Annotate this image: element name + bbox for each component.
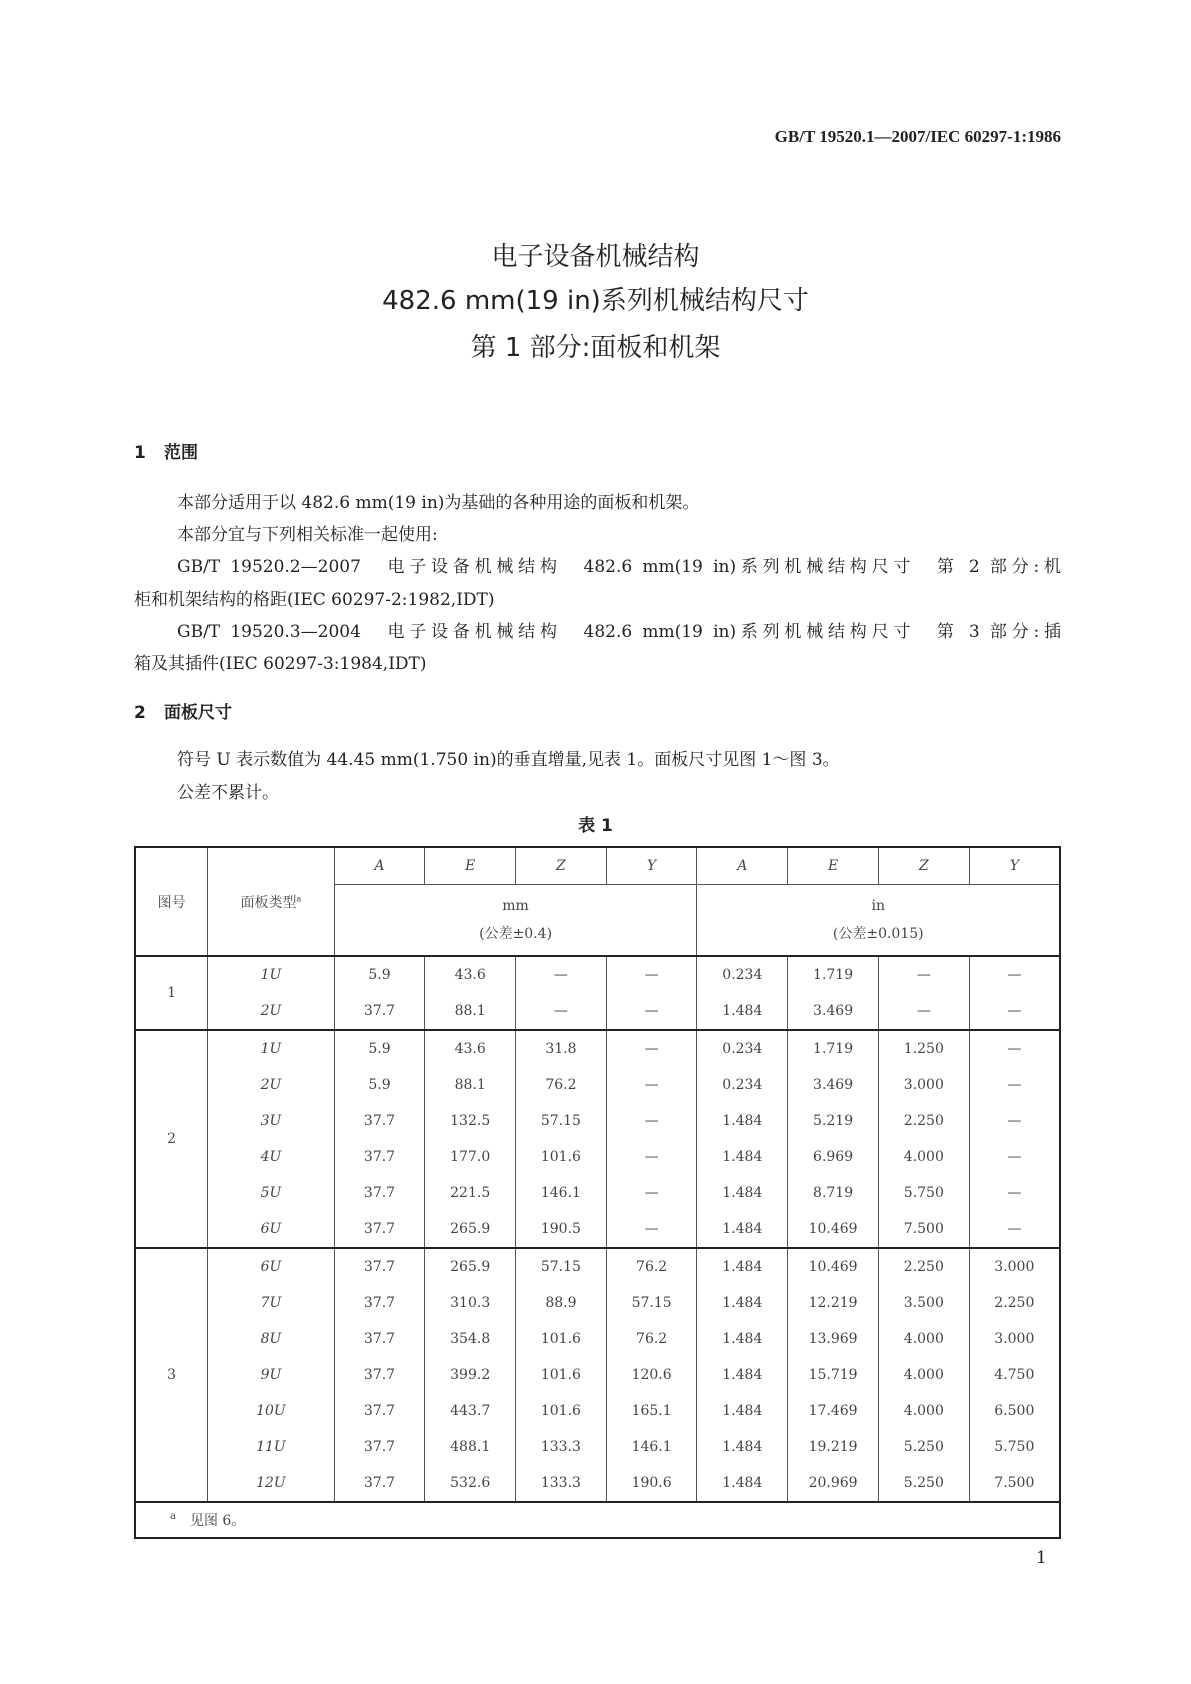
- value-cell: 0.234: [697, 1030, 788, 1067]
- value-cell: 7.500: [969, 1465, 1060, 1502]
- panel-type-label: 7U: [260, 1295, 282, 1311]
- value-cell: 1.484: [697, 1465, 788, 1502]
- header-panel-type: [208, 847, 334, 956]
- value-cell: 354.8: [425, 1321, 516, 1357]
- figure-number: 3: [135, 1248, 208, 1502]
- dim-label: A: [374, 858, 385, 874]
- header-dim-a: [697, 847, 788, 885]
- value-cell: —: [606, 956, 697, 993]
- value-cell: 399.2: [425, 1357, 516, 1393]
- section-title: 面板尺寸: [164, 703, 232, 723]
- value-cell: 101.6: [516, 1139, 607, 1175]
- value-cell: 5.9: [334, 1067, 425, 1103]
- panel-type-cell: [208, 1357, 334, 1393]
- value-cell: —: [969, 1067, 1060, 1103]
- value-cell: 120.6: [606, 1357, 697, 1393]
- value-cell: 76.2: [606, 1248, 697, 1285]
- value-cell: —: [969, 1030, 1060, 1067]
- dim-label: Z: [918, 858, 929, 874]
- value-cell: 133.3: [516, 1429, 607, 1465]
- value-cell: 5.250: [878, 1429, 969, 1465]
- value-cell: 1.484: [697, 1285, 788, 1321]
- value-cell: 310.3: [425, 1285, 516, 1321]
- value-cell: 177.0: [425, 1139, 516, 1175]
- value-cell: 101.6: [516, 1321, 607, 1357]
- panel-type-label: 9U: [260, 1367, 282, 1383]
- value-cell: —: [878, 956, 969, 993]
- panel-type-cell: [208, 1175, 334, 1211]
- value-cell: 4.750: [969, 1357, 1060, 1393]
- value-cell: 2.250: [878, 1103, 969, 1139]
- value-cell: 5.219: [788, 1103, 879, 1139]
- table-row: [135, 1285, 1060, 1321]
- value-cell: 10.469: [788, 1211, 879, 1248]
- value-cell: 88.1: [425, 1067, 516, 1103]
- panel-type-label: 12U: [256, 1475, 286, 1491]
- panel-type-label: 2U: [260, 1077, 282, 1093]
- figure-number: 1: [135, 956, 208, 1030]
- dim-label: A: [737, 858, 748, 874]
- tolerance-mm: (公差±0.4): [479, 926, 553, 942]
- table-row: [135, 1465, 1060, 1502]
- value-cell: 4.000: [878, 1357, 969, 1393]
- value-cell: 37.7: [334, 1103, 425, 1139]
- value-cell: 165.1: [606, 1393, 697, 1429]
- header-panel-type-label: 面板类型: [240, 894, 297, 911]
- value-cell: 37.7: [334, 1139, 425, 1175]
- value-cell: —: [969, 1103, 1060, 1139]
- value-cell: —: [606, 1103, 697, 1139]
- panel-type-label: 6U: [260, 1221, 282, 1237]
- header-unit-mm: [334, 885, 697, 957]
- value-cell: —: [606, 1175, 697, 1211]
- value-cell: 76.2: [516, 1067, 607, 1103]
- value-cell: 190.5: [516, 1211, 607, 1248]
- value-cell: 7.500: [878, 1211, 969, 1248]
- tolerance-in: (公差±0.015): [832, 926, 924, 942]
- value-cell: 3.000: [969, 1321, 1060, 1357]
- value-cell: 37.7: [334, 1248, 425, 1285]
- value-cell: 3.000: [969, 1248, 1060, 1285]
- table-row: [135, 1030, 1060, 1067]
- unit-mm: mm: [502, 898, 529, 914]
- table-row: [135, 1393, 1060, 1429]
- value-cell: 19.219: [788, 1429, 879, 1465]
- paragraph-line: 符号 U 表示数值为 44.45 mm(1.750 in)的垂直增量,见表 1。面板尺寸见图 1～图 3。: [177, 750, 840, 770]
- value-cell: 4.000: [878, 1393, 969, 1429]
- paragraph-line: GB/T 19520.3—2004 电子设备机械结构 482.6 mm(19 in)系列机械结构尺寸 第 3 部分:插: [177, 622, 1061, 642]
- value-cell: 4.000: [878, 1321, 969, 1357]
- panel-type-label: 11U: [256, 1439, 286, 1455]
- value-cell: 1.484: [697, 1393, 788, 1429]
- table-row: [135, 1067, 1060, 1103]
- value-cell: 3.000: [878, 1067, 969, 1103]
- value-cell: 146.1: [606, 1429, 697, 1465]
- header-dim-y: [606, 847, 697, 885]
- header-unit-in: [697, 885, 1060, 957]
- value-cell: —: [878, 993, 969, 1030]
- value-cell: 1.484: [697, 1103, 788, 1139]
- value-cell: 146.1: [516, 1175, 607, 1211]
- panel-type-cell: [208, 956, 334, 993]
- paragraph-line: 公差不累计。: [177, 783, 279, 803]
- table-caption: 表 1: [578, 816, 613, 836]
- paragraph-line: 本部分宜与下列相关标准一起使用:: [177, 525, 438, 545]
- dim-label: Y: [1009, 858, 1019, 874]
- value-cell: 88.1: [425, 993, 516, 1030]
- header-figure: 图号: [135, 847, 208, 956]
- table-row: [135, 1211, 1060, 1248]
- panel-type-cell: [208, 1429, 334, 1465]
- value-cell: 3.469: [788, 1067, 879, 1103]
- panel-type-label: 1U: [260, 1041, 282, 1057]
- value-cell: —: [969, 1175, 1060, 1211]
- value-cell: 37.7: [334, 1175, 425, 1211]
- value-cell: 37.7: [334, 1465, 425, 1502]
- value-cell: 488.1: [425, 1429, 516, 1465]
- footnote-text: 见图 6。: [189, 1513, 246, 1529]
- value-cell: 13.969: [788, 1321, 879, 1357]
- value-cell: 4.000: [878, 1139, 969, 1175]
- table-row: [135, 1357, 1060, 1393]
- panel-type-cell: [208, 1103, 334, 1139]
- value-cell: 17.469: [788, 1393, 879, 1429]
- panel-type-cell: [208, 1211, 334, 1248]
- table-row: [135, 1175, 1060, 1211]
- value-cell: 1.484: [697, 1248, 788, 1285]
- panel-type-label: 3U: [260, 1113, 282, 1129]
- panel-dimensions-table: [134, 846, 1061, 1539]
- value-cell: 43.6: [425, 1030, 516, 1067]
- value-cell: —: [516, 956, 607, 993]
- value-cell: 37.7: [334, 1357, 425, 1393]
- section-2-heading: [134, 698, 232, 723]
- panel-type-label: 1U: [260, 967, 282, 983]
- value-cell: 6.969: [788, 1139, 879, 1175]
- value-cell: 20.969: [788, 1465, 879, 1502]
- value-cell: 5.750: [969, 1429, 1060, 1465]
- header-dim-z: [516, 847, 607, 885]
- panel-type-cell: [208, 1393, 334, 1429]
- value-cell: 3.500: [878, 1285, 969, 1321]
- value-cell: 2.250: [969, 1285, 1060, 1321]
- dim-label: E: [465, 858, 476, 874]
- value-cell: 5.250: [878, 1465, 969, 1502]
- panel-type-cell: [208, 1248, 334, 1285]
- value-cell: 3.469: [788, 993, 879, 1030]
- table-row: [135, 1429, 1060, 1465]
- value-cell: 15.719: [788, 1357, 879, 1393]
- value-cell: 5.9: [334, 956, 425, 993]
- value-cell: 0.234: [697, 1067, 788, 1103]
- header-dim-a: [334, 847, 425, 885]
- value-cell: —: [606, 1030, 697, 1067]
- value-cell: 37.7: [334, 1429, 425, 1465]
- value-cell: —: [969, 956, 1060, 993]
- panel-type-cell: [208, 1285, 334, 1321]
- paragraph-line: 箱及其插件(IEC 60297-3:1984,IDT): [134, 654, 427, 674]
- value-cell: —: [606, 993, 697, 1030]
- header-dim-z: [878, 847, 969, 885]
- panel-type-cell: [208, 1067, 334, 1103]
- value-cell: —: [969, 1211, 1060, 1248]
- panel-type-cell: [208, 1465, 334, 1502]
- title-line-2: 482.6 mm(19 in)系列机械结构尺寸: [382, 286, 809, 316]
- value-cell: 221.5: [425, 1175, 516, 1211]
- footnote-mark: a: [170, 1511, 176, 1523]
- value-cell: —: [606, 1067, 697, 1103]
- value-cell: 1.719: [788, 1030, 879, 1067]
- value-cell: 1.484: [697, 1175, 788, 1211]
- footnote-cell: [135, 1502, 1060, 1538]
- value-cell: 0.234: [697, 956, 788, 993]
- panel-type-cell: [208, 993, 334, 1030]
- dim-label: Y: [647, 858, 657, 874]
- value-cell: 1.719: [788, 956, 879, 993]
- paragraph-line: 柜和机架结构的格距(IEC 60297-2:1982,IDT): [134, 590, 495, 610]
- value-cell: 532.6: [425, 1465, 516, 1502]
- value-cell: 1.484: [697, 1321, 788, 1357]
- value-cell: —: [969, 993, 1060, 1030]
- header-dim-e: [788, 847, 879, 885]
- value-cell: —: [516, 993, 607, 1030]
- dim-label: Z: [556, 858, 566, 874]
- panel-type-label: 5U: [260, 1185, 282, 1201]
- panel-type-label: 6U: [260, 1259, 282, 1275]
- value-cell: 1.484: [697, 1211, 788, 1248]
- value-cell: 2.250: [878, 1248, 969, 1285]
- value-cell: 43.6: [425, 956, 516, 993]
- value-cell: 1.484: [697, 1357, 788, 1393]
- value-cell: 6.500: [969, 1393, 1060, 1429]
- paragraph-line: GB/T 19520.2—2007 电子设备机械结构 482.6 mm(19 in)系列机械结构尺寸 第 2 部分:机: [177, 557, 1061, 577]
- panel-type-label: 8U: [260, 1331, 282, 1347]
- section-number: 1: [134, 443, 146, 463]
- value-cell: 57.15: [516, 1248, 607, 1285]
- panel-type-label: 10U: [256, 1403, 286, 1419]
- value-cell: 37.7: [334, 1285, 425, 1321]
- value-cell: 265.9: [425, 1211, 516, 1248]
- section-1-heading: [134, 438, 198, 463]
- value-cell: —: [969, 1139, 1060, 1175]
- table-row: [135, 993, 1060, 1030]
- standard-code: GB/T 19520.1—2007/IEC 60297-1:1986: [774, 127, 1061, 146]
- table-row: [135, 956, 1060, 993]
- value-cell: —: [606, 1211, 697, 1248]
- value-cell: 1.484: [697, 993, 788, 1030]
- table-row: [135, 1321, 1060, 1357]
- header-dim-e: [425, 847, 516, 885]
- value-cell: 37.7: [334, 993, 425, 1030]
- page-number: 1: [1036, 1548, 1047, 1568]
- value-cell: 101.6: [516, 1393, 607, 1429]
- value-cell: 10.469: [788, 1248, 879, 1285]
- value-cell: 265.9: [425, 1248, 516, 1285]
- value-cell: —: [606, 1139, 697, 1175]
- section-number: 2: [134, 703, 146, 723]
- title-line-1: 电子设备机械结构: [491, 242, 700, 272]
- value-cell: 8.719: [788, 1175, 879, 1211]
- value-cell: 76.2: [606, 1321, 697, 1357]
- value-cell: 88.9: [516, 1285, 607, 1321]
- figure-number: 2: [135, 1030, 208, 1248]
- paragraph-line: 本部分适用于以 482.6 mm(19 in)为基础的各种用途的面板和机架。: [177, 493, 700, 513]
- value-cell: 12.219: [788, 1285, 879, 1321]
- value-cell: 101.6: [516, 1357, 607, 1393]
- table-row: [135, 1139, 1060, 1175]
- value-cell: 57.15: [606, 1285, 697, 1321]
- header-dim-y: [969, 847, 1060, 885]
- title-line-3: 第 1 部分:面板和机架: [470, 333, 721, 363]
- panel-type-label: 2U: [260, 1003, 282, 1019]
- value-cell: 1.250: [878, 1030, 969, 1067]
- table-row: [135, 1248, 1060, 1285]
- value-cell: 37.7: [334, 1211, 425, 1248]
- panel-type-label: 4U: [260, 1149, 282, 1165]
- value-cell: 31.8: [516, 1030, 607, 1067]
- value-cell: 37.7: [334, 1393, 425, 1429]
- value-cell: 133.3: [516, 1465, 607, 1502]
- unit-in: in: [871, 898, 885, 914]
- value-cell: 57.15: [516, 1103, 607, 1139]
- panel-type-cell: [208, 1030, 334, 1067]
- value-cell: 5.750: [878, 1175, 969, 1211]
- section-title: 范围: [164, 443, 198, 463]
- panel-type-cell: [208, 1139, 334, 1175]
- panel-type-cell: [208, 1321, 334, 1357]
- table-footnote-row: [135, 1502, 1060, 1538]
- value-cell: 1.484: [697, 1429, 788, 1465]
- value-cell: 5.9: [334, 1030, 425, 1067]
- value-cell: 37.7: [334, 1321, 425, 1357]
- table-row: [135, 1103, 1060, 1139]
- value-cell: 443.7: [425, 1393, 516, 1429]
- dim-label: E: [827, 858, 839, 874]
- value-cell: 132.5: [425, 1103, 516, 1139]
- value-cell: 1.484: [697, 1139, 788, 1175]
- footnote-ref: a: [296, 893, 302, 903]
- value-cell: 190.6: [606, 1465, 697, 1502]
